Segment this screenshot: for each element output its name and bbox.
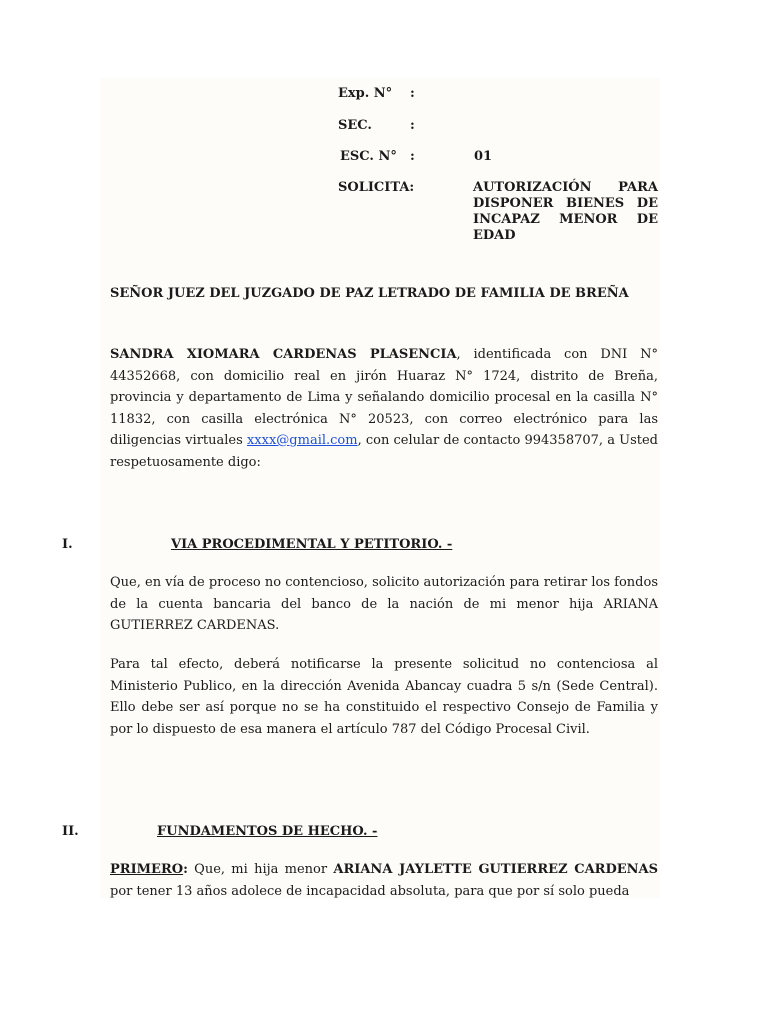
primero-text-end: por tener 13 años adolece de incapacidad absoluta, para que por sí solo pueda <box>110 883 630 899</box>
section-2-number: II. <box>62 824 79 839</box>
intro-text-end: , con celular de contacto 994358707, a Usted respetuosamente digo: <box>110 433 658 470</box>
solicita-line: EDAD <box>473 228 516 243</box>
sec-colon: : <box>410 118 415 133</box>
solicita-line: DISPONER BIENES DE <box>473 196 658 211</box>
solicita-line: INCAPAZ MENOR DE <box>473 212 658 227</box>
email-link[interactable]: xxxx@gmail.com <box>246 433 358 448</box>
solicita-value <box>473 180 658 244</box>
esc-colon: : <box>410 149 415 164</box>
primero-text: Que, mi hija menor <box>187 862 334 877</box>
intro-paragraph <box>110 344 658 473</box>
section-1-paragraph-2: Para tal efecto, deberá notificarse la presente solicitud no contenciosa al Ministerio Publico, en la dirección Avenida Abancay cuadra 5 s/n (Sede Central). Ello debe ser así porque no se ha constituido el respectivo Consejo de Familia y por lo dispuesto de esa manera el artículo 787 del Código Procesal Civil. <box>110 657 658 737</box>
primero-paragraph <box>110 859 658 902</box>
esc-label: ESC. N° <box>340 149 397 164</box>
section-1-number: I. <box>62 537 73 552</box>
solicita-line: AUTORIZACIÓN PARA <box>473 180 658 195</box>
exp-label: Exp. N° <box>338 86 393 101</box>
primero-label: PRIMERO <box>110 862 184 877</box>
minor-name: ARIANA JAYLETTE GUTIERREZ CARDENAS <box>333 862 659 877</box>
section-1-title: VIA PROCEDIMENTAL Y PETITORIO. - <box>171 537 453 552</box>
section-2-title: FUNDAMENTOS DE HECHO. - <box>157 824 378 839</box>
intro-text: , identificada con DNI N° 44352668, con domicilio real en jirón Huaraz N° 1724, distrito de Breña, provincia y departamento de Lima y señalando domicilio procesal en la casilla N° 11832, con casilla electrónica N° 20523, con correo electrónico para las diligencias virtuales <box>110 347 659 448</box>
solicita-label: SOLICITA: <box>338 180 415 195</box>
primero-colon: : <box>183 862 188 877</box>
sec-label: SEC. <box>338 118 372 133</box>
section-1-paragraph-1: Que, en vía de proceso no contencioso, solicito autorización para retirar los fondos de la cuenta bancaria del banco de la nación de mi menor hija ARIANA GUTIERREZ CARDENAS. <box>110 575 658 633</box>
addressee: SEÑOR JUEZ DEL JUZGADO DE PAZ LETRADO DE FAMILIA DE BREÑA <box>110 286 629 301</box>
exp-colon: : <box>410 86 415 101</box>
petitioner-name: SANDRA XIOMARA CARDENAS PLASENCIA <box>110 347 457 362</box>
esc-value: 01 <box>474 149 493 164</box>
